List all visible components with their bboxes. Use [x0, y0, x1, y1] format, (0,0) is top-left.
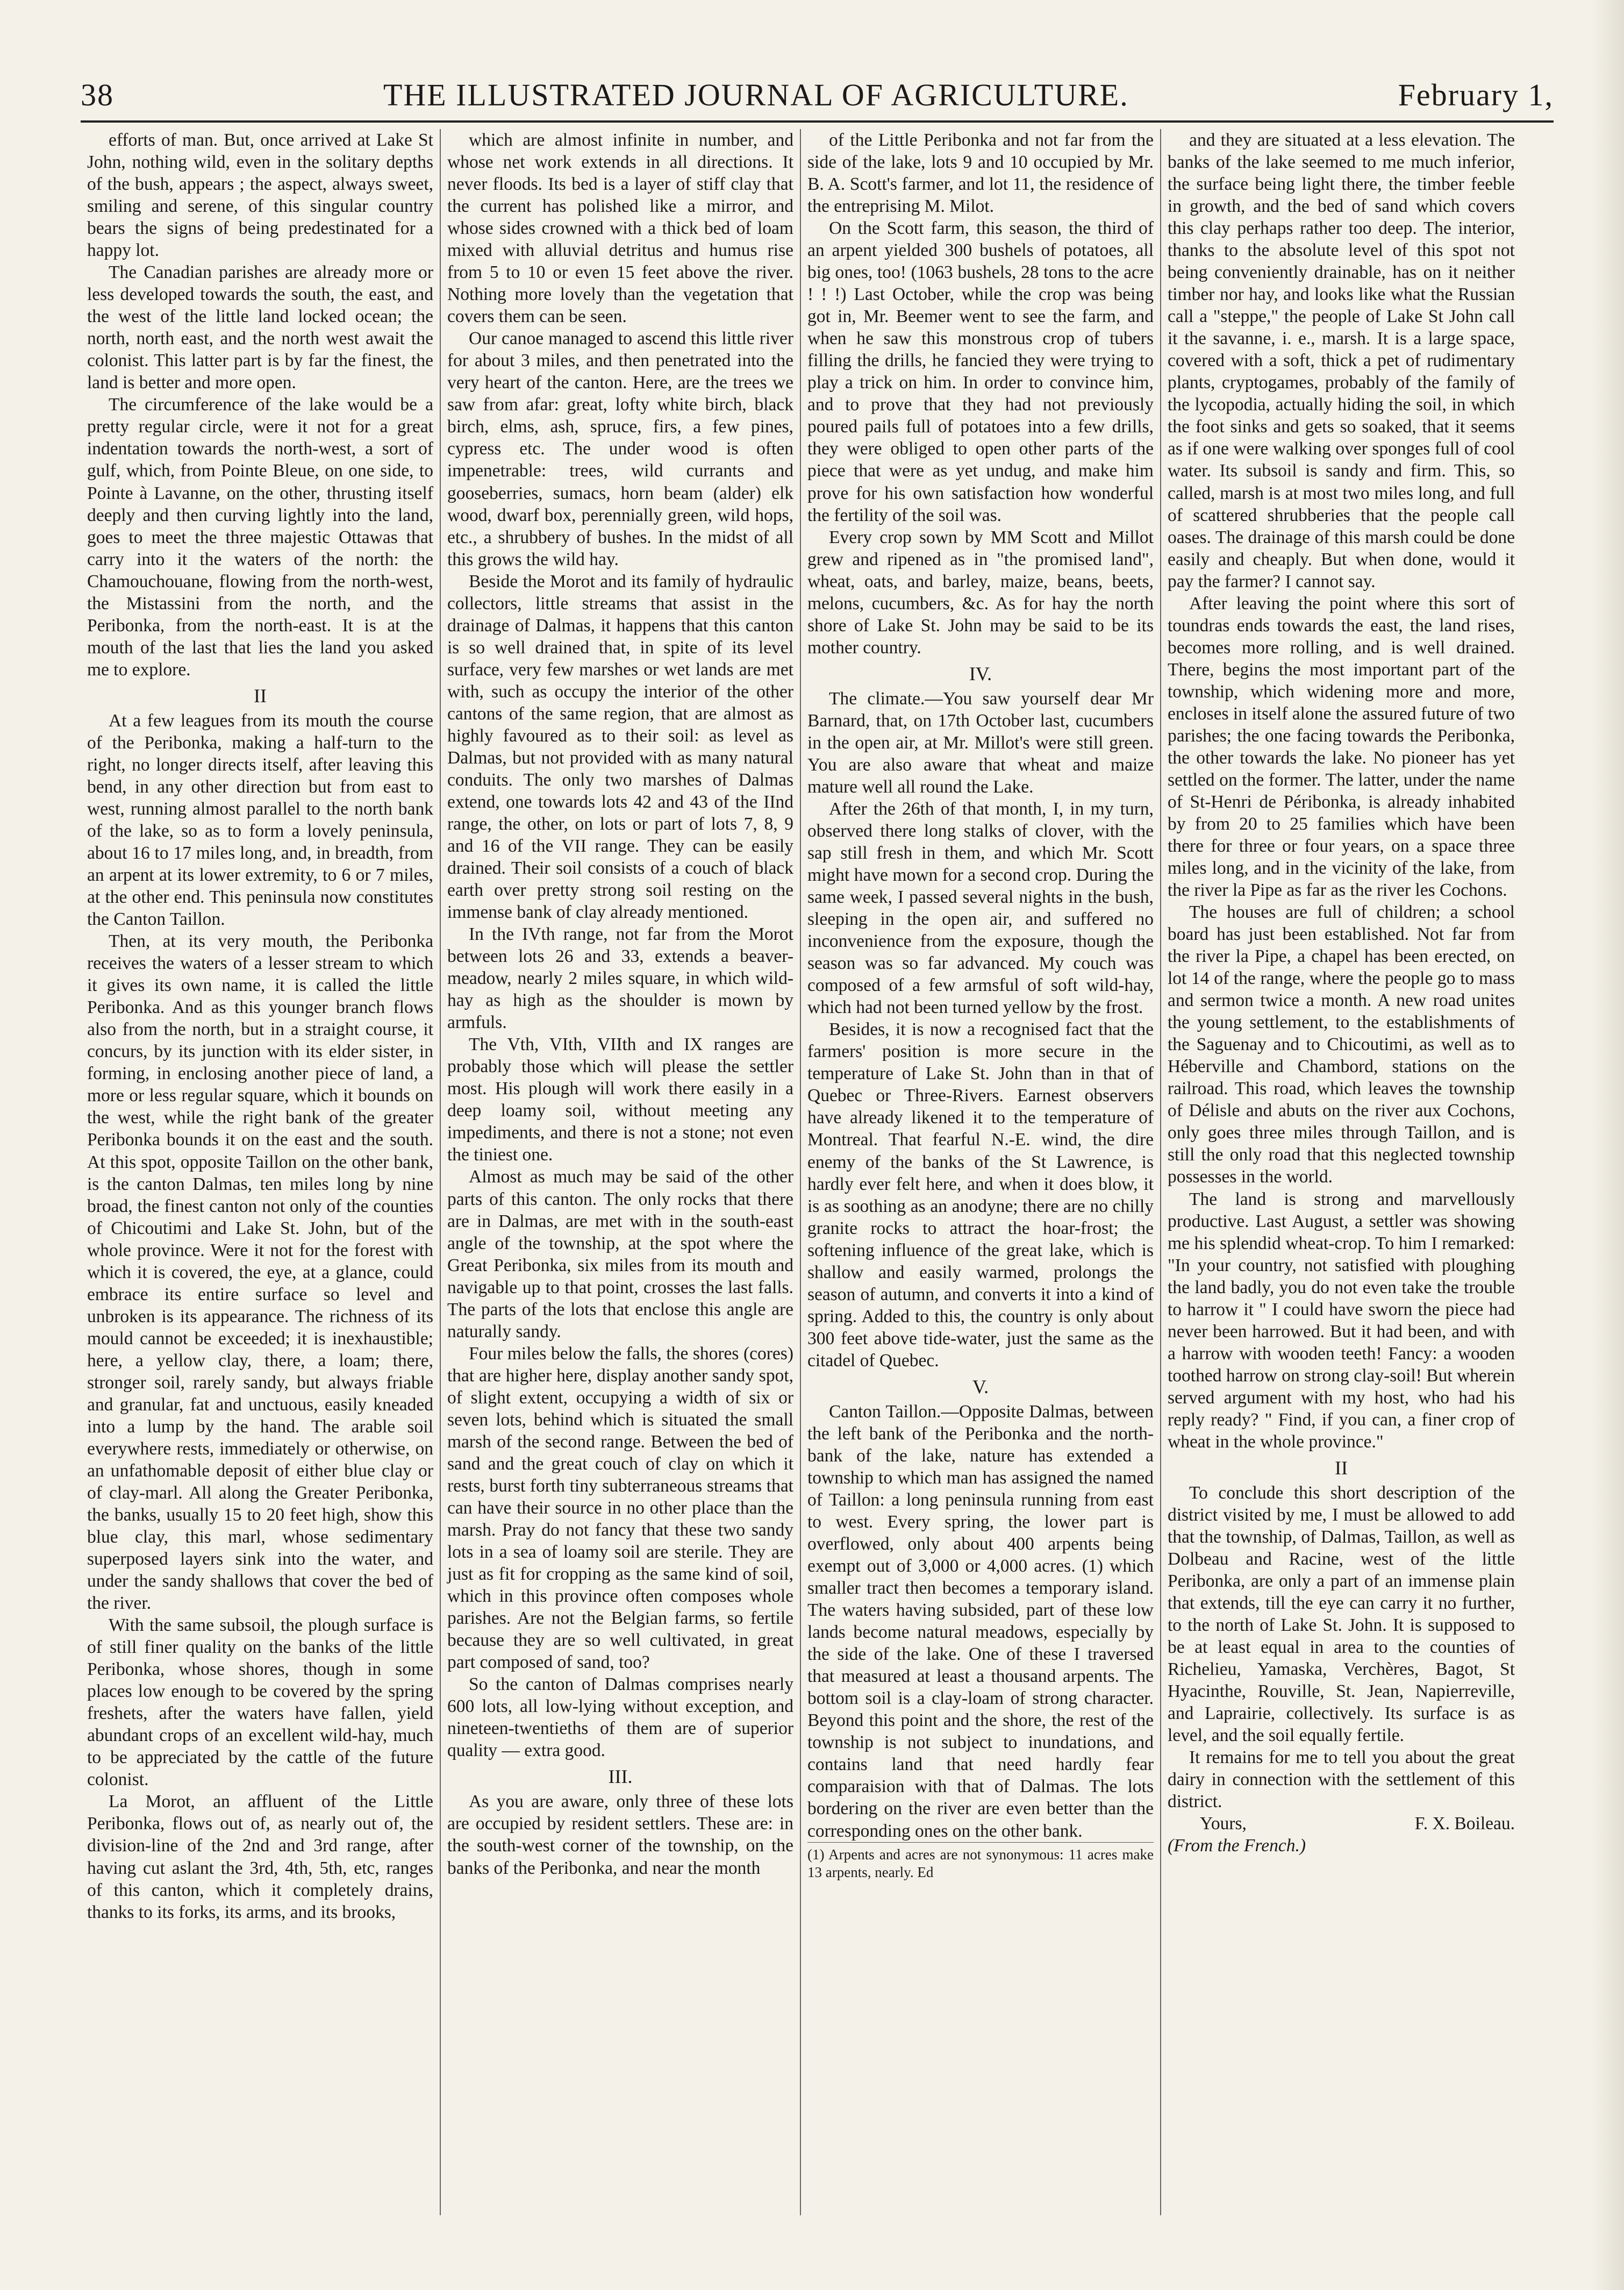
- paragraph: So the canton of Dalmas comprises nearly 600 lots, all low-lying without exception, and nineteen-twentieths of them are of superior quality — extra good.: [447, 1674, 793, 1761]
- paragraph: The climate.—You saw yourself dear Mr Barnard, that, on 17th October last, cucumbers in the open air, at Mr. Millot's were still green. You are also aware that wheat and maize mature well all round the Lake.: [807, 688, 1154, 797]
- section-heading: II: [1335, 1457, 1348, 1479]
- paragraph: The land is strong and marvellously productive. Last August, a settler was showing me his splendid wheat-crop. To him I remarked: "In your country, not satisfied with ploughing the land badly, you do not even take the trouble to harrow it " I could have sworn the piece had never been harrowed. But it had been, and with a harrow with wooden teeth! Fancy: a wooden toothed harrow on strong clay-soil! But wherein served argument with my host, who had his reply ready? " Find, if you can, a finer crop of wheat in the whole province.": [1168, 1189, 1515, 1452]
- column-3: [801, 129, 1161, 2215]
- paragraph: Every crop sown by MM Scott and Millot grew and ripened as in "the promised land", wheat, oats, and barley, maize, beans, beets, melons, cucumbers, &c. As for hay the north shore of Lake St. John may be said to be its mother country.: [807, 527, 1154, 658]
- paragraph: It remains for me to tell you about the great dairy in connection with the settlement of this district.: [1168, 1747, 1515, 1812]
- paragraph: After leaving the point where this sort of toundras ends towards the east, the land rises, becomes more rolling, and is well drained. There, begins the most important part of the township, which widening more and more, encloses in itself alone the assured future of two parishes; the one facing towards the Peribonka, the other towards the lake. No pioneer has yet settled on the former. The latter, under the name of St-Henri de Péribonka, is already inhabited by from 20 to 25 families which have been there for three or four years, on a space three miles long, and in the vicinity of the lake, from the river la Pipe as far as the river les Cochons.: [1168, 593, 1515, 901]
- column-1: [81, 129, 441, 2215]
- signature-author: F. X. Boileau.: [1414, 1814, 1515, 1834]
- journal-title: THE ILLUSTRATED JOURNAL OF AGRICULTURE.: [383, 77, 1129, 112]
- section-heading: II: [254, 684, 267, 707]
- article-columns: [81, 129, 1564, 2215]
- paragraph: Canton Taillon.—Opposite Dalmas, between the left bank of the Peribonka and the north-bank of the lake, nature has extended a township to which man has assigned the named of Taillon: a long peninsula running from east to west. Every spring, the lower part is overflowed, only about 400 arpents being exempt out of 3,000 or 4,000 acres. (1) which smaller tract then becomes a temporary island. The waters having subsided, part of these low lands become natural meadows, especially by the side of the lake. One of these I traversed that measured at least a thousand arpents. The bottom soil is a clay-loam of strong character. Beyond this point and the shore, the rest of the township is not subject to inundations, and contains land that need hardly fear comparaision with that of Dalmas. The lots bordering on the river are even better than the corresponding ones on the other bank.: [807, 1401, 1154, 1841]
- paragraph: At a few leagues from its mouth the course of the Peribonka, making a half-turn to the right, no longer directs itself, after leaving this bend, in any other direction but from east to west, running almost parallel to the north bank of the lake, so as to form a lovely peninsula, about 16 to 17 miles long, and, in breadth, from an arpent at its lower extremity, to 6 or 7 miles, at the other end. This peninsula now constitutes the Canton Taillon.: [87, 710, 433, 930]
- paragraph: The circumference of the lake would be a pretty regular circle, were it not for a great indentation towards the north-west, a sort of gulf, which, from Pointe Bleue, on one side, to Pointe à Lavanne, on the other, thrusting itself deeply and then curving lightly into the land, goes to meet the three majestic Ottawas that carry into it the waters of the north: the Chamouchouane, flowing from the north-west, the Mistassini from the north, and the Peribonka, from the north-east. It is at the mouth of the last that lies the land you asked me to explore.: [87, 395, 433, 680]
- paragraph: Besides, it is now a recognised fact that the farmers' position is more secure in the temperature of Lake St. John than in that of Quebec or Three-Rivers. Earnest observers have already likened it to the temperature of Montreal. That fearful N.-E. wind, the dire enemy of the banks of the St Lawrence, is hardly ever felt here, and when it does blow, it is as soothing as an anodyne; there are no chilly granite rocks to attract the hoar-frost; the softening influence of the great lake, which is shallow and easily warmed, prolongs the season of autumn, and converts it into a kind of spring. Added to this, the country is only about 300 feet above tide-water, just the same as the citadel of Quebec.: [807, 1019, 1154, 1371]
- signature-line: [1168, 1813, 1515, 1835]
- header-rule: [81, 120, 1554, 123]
- paragraph: The houses are full of children; a school board has just been established. Not far from the river la Pipe, a chapel has been erected, on lot 14 of the range, where the people go to mass and sermon twice a month. A new road unites the young settlement, to the establishments of the Saguenay and to Chicoutimi, as well as to Héberville and Chambord, stations on the railroad. This road, which leaves the township of Délisle and abuts on the river aux Cochons, only goes three miles through Taillon, and is still the only road that this neglected township possesses in the world.: [1168, 902, 1515, 1187]
- page-header: [81, 65, 1554, 113]
- section-heading: V.: [972, 1375, 989, 1397]
- column-2: [441, 129, 801, 2215]
- paragraph: As you are aware, only three of these lots are occupied by resident settlers. These are: in the south-west corner of the township, on the banks of the Peribonka, and near the month: [447, 1792, 793, 1878]
- paragraph: efforts of man. But, once arrived at Lake St John, nothing wild, even in the solitary depths of the bush, appears ; the aspect, always sweet, smiling and serene, of this singular country bears the signs of being predestinated for a happy lot.: [87, 130, 433, 261]
- footnote: (1) Arpents and acres are not synonymous: 11 acres make 13 arpents, nearly. Ed: [807, 1842, 1154, 1881]
- paragraph: Our canoe managed to ascend this little river for about 3 miles, and then penetrated into the very heart of the canton. Here, are the trees we saw from afar: great, lofty white birch, black birch, elms, ash, spruce, firs, a few pines, cypress etc. The under wood is often impenetrable: trees, wild currants and gooseberries, sumacs, horn beam (alder) elk wood, dwarf box, perennially green, wild hops, etc., a shrubbery of bushes. In the midst of all this grows the wild hay.: [447, 329, 793, 569]
- paragraph: Almost as much may be said of the other parts of this canton. The only rocks that there are in Dalmas, are met with in the south-east angle of the township, at the spot where the Great Peribonka, six miles from its mouth and navigable up to that point, crosses the last falls. The parts of the lots that enclose this angle are naturally sandy.: [447, 1167, 793, 1342]
- signature-closing: Yours,: [1200, 1814, 1247, 1834]
- paragraph: The Canadian parishes are already more or less developed towards the south, the east, and the west of the little land locked ocean; the north, north east, and the north west await the colonist. This latter part is by far the finest, the land is better and more open.: [87, 262, 433, 393]
- paragraph: of the Little Peribonka and not far from the side of the lake, lots 9 and 10 occupied by Mr. B. A. Scott's farmer, and lot 11, the residence of the entreprising M. Milot.: [807, 130, 1154, 217]
- source-note: (From the French.): [1168, 1836, 1306, 1856]
- paragraph: The Vth, VIth, VIIth and IX ranges are probably those which will please the settler most. His plough will work there easily in a deep loamy soil, without meeting any impediments, and there is not a stone; not even the tiniest one.: [447, 1035, 793, 1165]
- paragraph: Then, at its very mouth, the Peribonka receives the waters of a lesser stream to which it gives its own name, it is called the little Peribonka. And as this younger branch flows also from the north, but in a straight course, it concurs, by its junction with its elder sister, in forming, in enclosing another piece of land, a more or less regular square, which it bounds on the west, while the right bank of the greater Peribonka bounds it on the east and the south. At this spot, opposite Taillon on the other bank, is the canton Dalmas, ten miles long by nine broad, the finest canton not only of the counties of Chicoutimi and Lake St. John, but of the whole province. Were it not for the forest with which it is covered, the eye, at a glance, could embrace its entire surface so level and unbroken is its appearance. The richness of its mould cannot be exceeded; it is inexhaustible; here, a yellow clay, there, a loam; there, stronger soil, rarely sandy, but always friable and granular, fat and unctuous, easily kneaded into a lump by the hand. The arable soil everywhere rests, immediately or otherwise, on an unfathomable deposit of either blue clay or of clay-marl. All along the Greater Peribonka, the banks, usually 15 to 20 feet high, show this blue clay, this marl, whose sedimentary superposed layers sink into the water, and under the sandy shallows that cover the bed of the river.: [87, 931, 433, 1614]
- paragraph: which are almost infinite in number, and whose net work extends in all directions. It never floods. Its bed is a layer of stiff clay that the current has polished like a mirror, and whose sides crowned with a thick bed of loam mixed with alluvial detritus and humus rise from 5 to 10 or even 15 feet above the river. Nothing more lovely than the vegetation that covers them can be seen.: [447, 130, 793, 327]
- paragraph: Four miles below the falls, the shores (cores) that are higher here, display another sandy spot, of slight extent, occupying a width of six or seven lots, behind which is situated the small marsh of the second range. Between the bed of sand and the great couch of clay on which it rests, burst forth tiny subterraneous streams that can have their source in no other place than the marsh. Pray do not fancy that these two sandy lots in a sea of loamy soil are sterile. They are just as fit for cropping as the same kind of soil, which in this province often composes whole parishes. Are not the Belgian farms, so fertile because they are so well cultivated, in great part composed of sand, too?: [447, 1343, 793, 1673]
- paragraph: To conclude this short description of the district visited by me, I must be allowed to add that the township, of Dalmas, Taillon, as well as Dolbeau and Racine, west of the little Peribonka, are only a part of an immense plain that extends, till the eye can carry it no further, to the north of Lake St. John. It is supposed to be at least equal in area to the counties of Richelieu, Yamaska, Verchères, Bagot, St Hyacinthe, Rouville, St. Jean, Napierreville, and Laprairie, collectively. Its surface is as level, and the soil equally fertile.: [1168, 1482, 1515, 1746]
- paragraph: Beside the Morot and its family of hydraulic collectors, little streams that assist in the drainage of Dalmas, it happens that this canton is so well drained that, in spite of its level surface, very few marshes or wet lands are met with, such as occupy the interior of the other cantons of the same region, that are almost as highly favoured as to their soil: as level as Dalmas, but not provided with as many natural conduits. The only two marshes of Dalmas extend, one towards lots 42 and 43 of the IInd range, the other, on lots or part of lots 7, 8, 9 and 16 of the VII range. They can be easily drained. Their soil consists of a couch of black earth over pretty strong soil resting on the immense bank of clay already mentioned.: [447, 571, 793, 923]
- column-4: [1161, 129, 1521, 2215]
- paragraph: On the Scott farm, this season, the third of an arpent yielded 300 bushels of potatoes, all big ones, too! (1063 bushels, 28 tons to the acre ! ! !) Last October, while the crop was being got in, Mr. Beemer went to see the farm, and when he saw this monstrous crop of tubers filling the drills, he fancied they were trying to play a trick on him. In order to convince him, and to prove that they had not previously poured pails full of potatoes into a few drills, they were obliged to open other parts of the piece that were as yet undug, and make him prove for his own satisfaction how wonderful the fertility of the soil was.: [807, 218, 1154, 525]
- issue-date: February 1,: [1398, 77, 1554, 112]
- section-heading: III.: [608, 1766, 633, 1788]
- paragraph: and they are situated at a less elevation. The banks of the lake seemed to me much inferior, the surface being light there, the timber feeble in growth, and the bed of sand which covers this clay perhaps rather too deep. The interior, thanks to the absolute level of this spot not being conveniently drainable, has on it neither timber nor hay, and looks like what the Russian call a "steppe," the people of Lake St John call it the savanne, i. e., marsh. It is a large space, covered with a soft, thick a pet of rudimentary plants, cryptogames, probably of the family of the lycopodia, actually hiding the soil, in which the foot sinks and gets so soaked, that it seems as if one were walking over sponges full of cool water. Its subsoil is sandy and firm. This, so called, marsh is at most two miles long, and full of scattered shrubberies that the people call oases. The drainage of this marsh could be done easily and cheaply. But when done, would it pay the farmer? I cannot say.: [1168, 130, 1515, 591]
- page-number: 38: [81, 77, 114, 112]
- section-heading: IV.: [969, 662, 992, 684]
- paragraph: La Morot, an affluent of the Little Peribonka, flows out of, as nearly out of, the division-line of the 2nd and 3rd range, after having cut aslant the 3rd, 4th, 5th, etc, ranges of this canton, which it completely drains, thanks to its forks, its arms, and its brooks,: [87, 1792, 433, 1922]
- paragraph: After the 26th of that month, I, in my turn, observed there long stalks of clover, with the sap still fresh in them, and which Mr. Scott might have mown for a second crop. During the same week, I passed several nights in the bush, sleeping in the open air, and suffered no inconvenience from the exposure, though the season was so far advanced. My couch was composed of a few armsful of soft wild-hay, which had not been turned yellow by the frost.: [807, 799, 1154, 1018]
- paragraph: With the same subsoil, the plough surface is of still finer quality on the banks of the little Peribonka, whose shores, though in some places low enough to be covered by the spring freshets, after the waters have fallen, yield abundant crops of an excellent wild-hay, much to be appreciated by the cattle of the future colonist.: [87, 1615, 433, 1790]
- page-edge-shadow: [1592, 0, 1624, 2290]
- paragraph: In the IVth range, not far from the Morot between lots 26 and 33, extends a beaver-meadow, nearly 2 miles square, in which wild-hay as high as the shoulder is mown by armfuls.: [447, 924, 793, 1033]
